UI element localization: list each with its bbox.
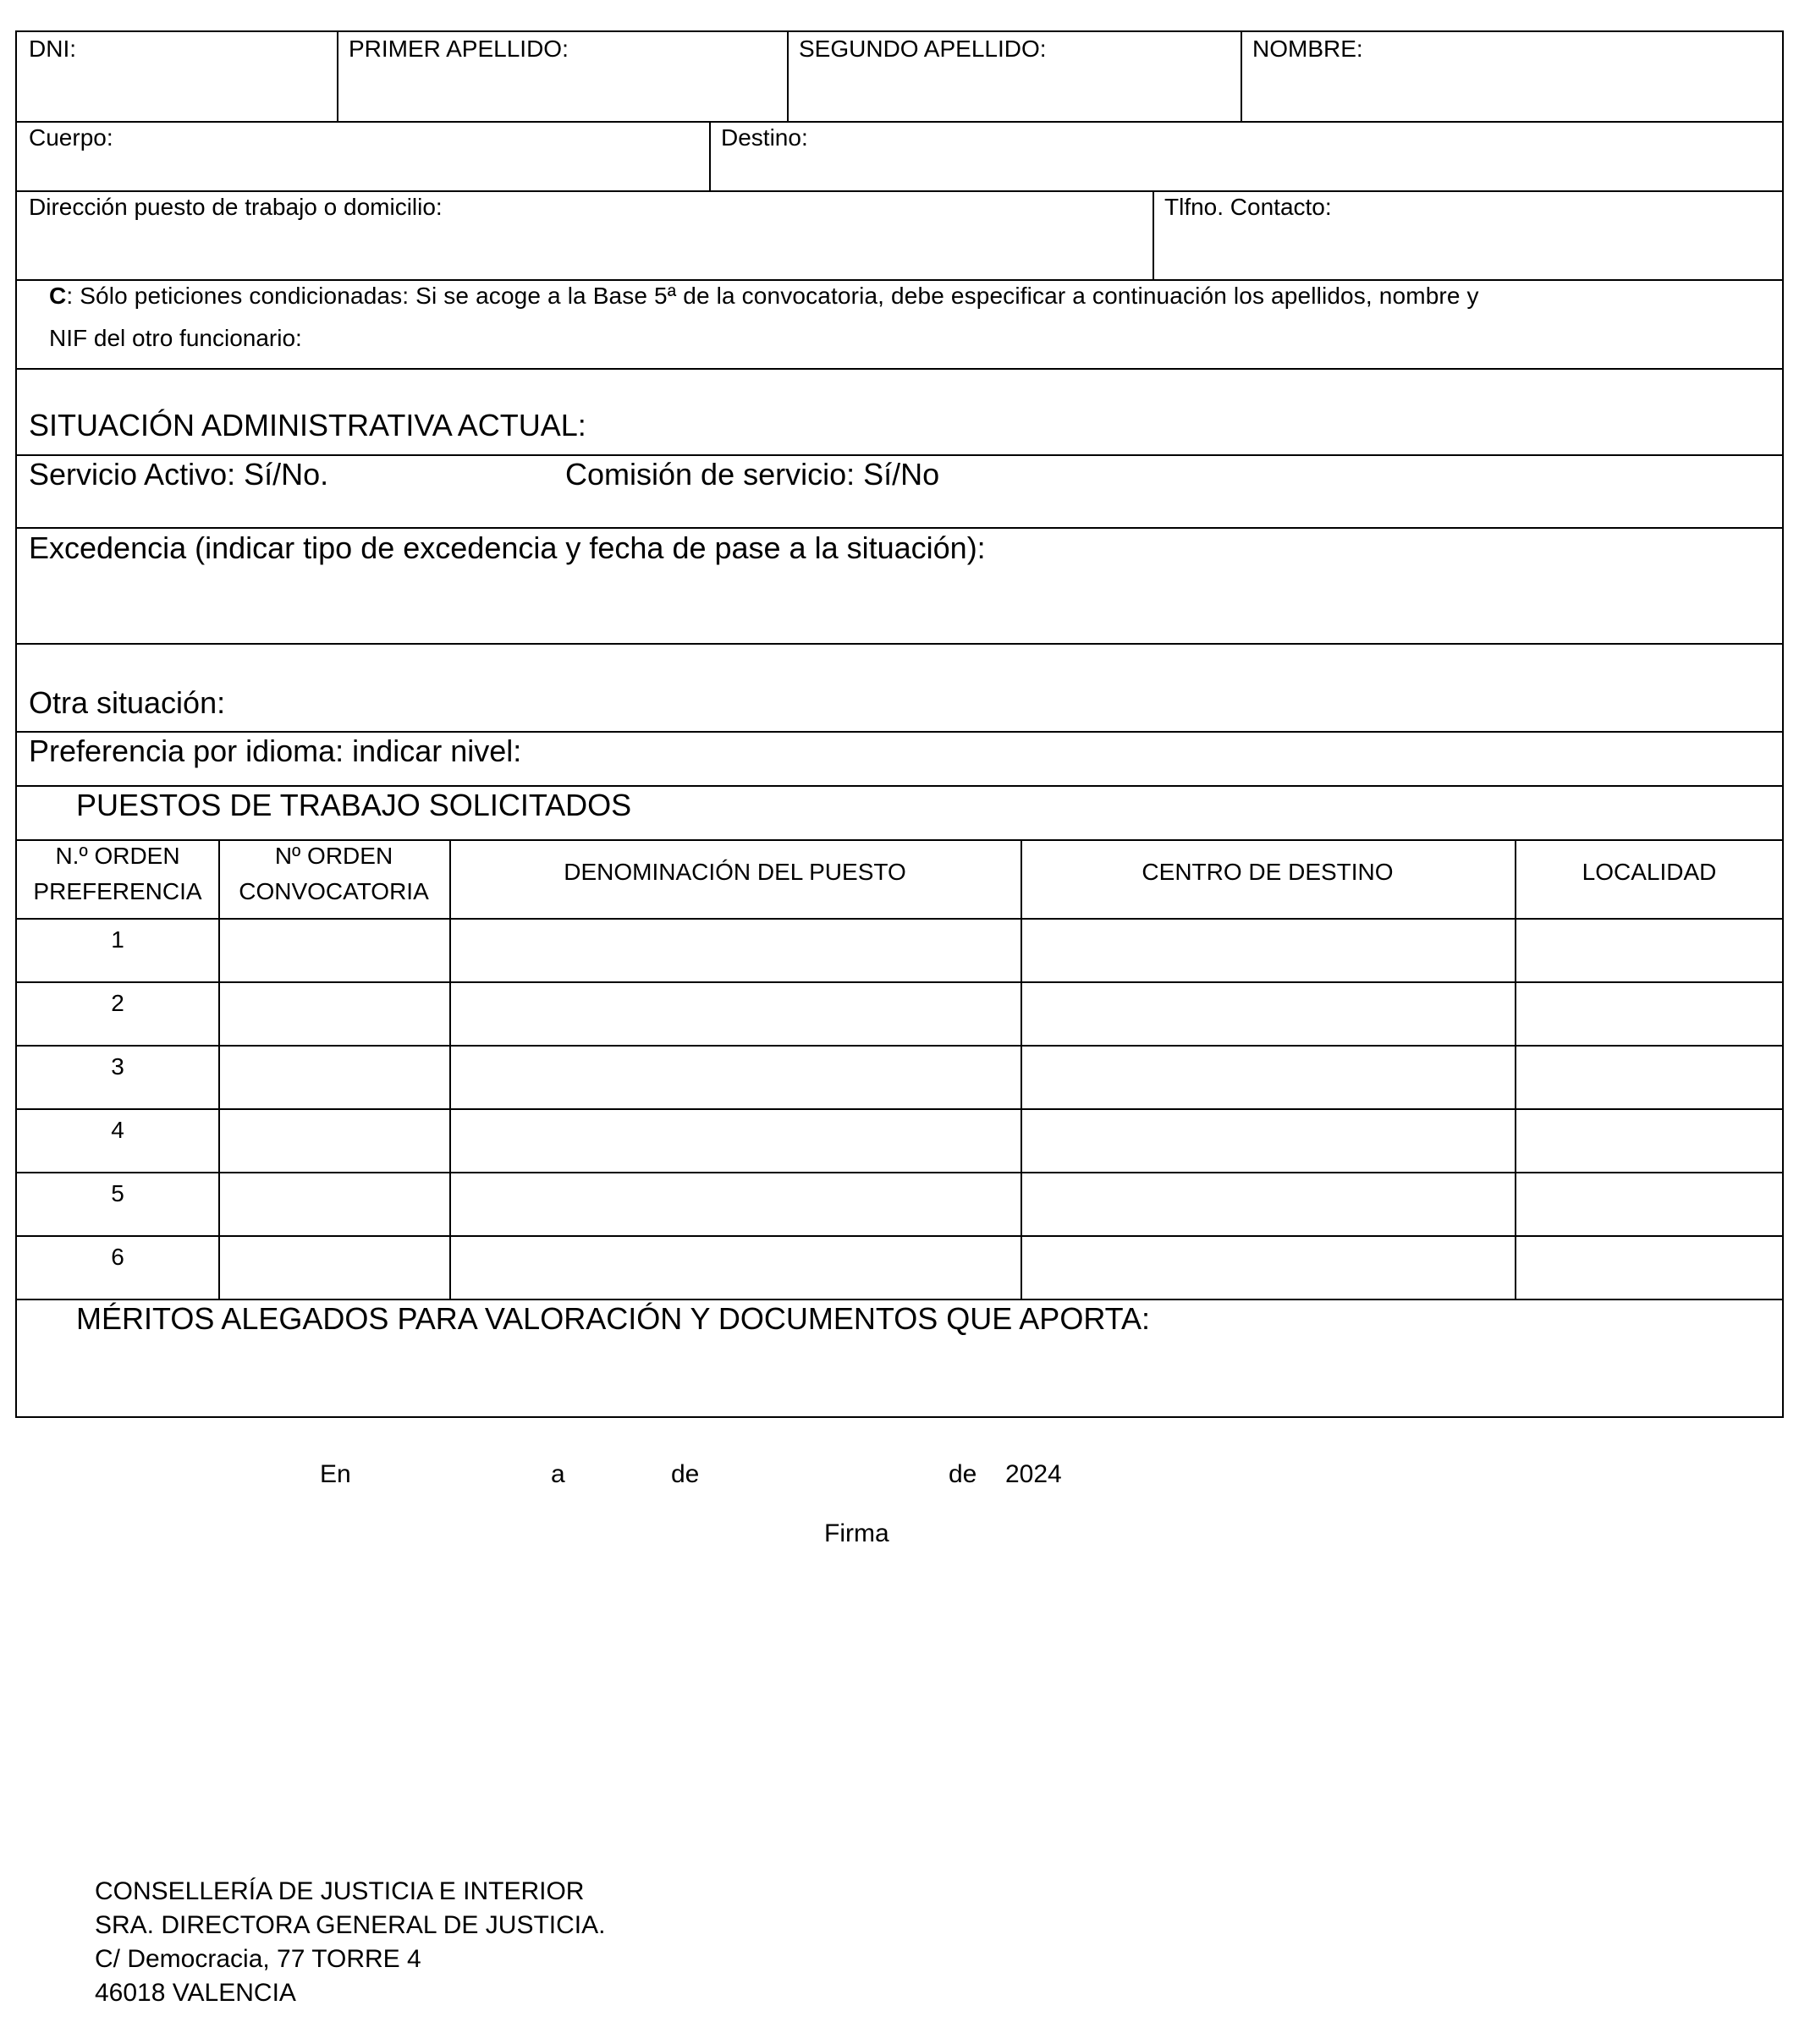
segundo-apellido-label: SEGUNDO APELLIDO:	[799, 36, 1047, 62]
puestos-title: PUESTOS DE TRABAJO SOLICITADOS	[76, 788, 632, 822]
divider	[449, 839, 451, 1299]
divider	[17, 839, 1782, 841]
application-form	[15, 30, 1784, 1418]
divider	[17, 454, 1782, 456]
dni-label: DNI:	[29, 36, 76, 62]
primer-apellido-label: PRIMER APELLIDO:	[349, 36, 569, 62]
table-row-number: 5	[111, 1180, 124, 1206]
divider	[337, 32, 338, 121]
footer-a: a	[551, 1460, 565, 1488]
col-orden-preferencia-2: PREFERENCIA	[33, 878, 202, 904]
footer-de-2: de	[949, 1460, 977, 1488]
divider	[17, 1108, 1782, 1110]
excedencia-label: Excedencia (indicar tipo de excedencia y fecha de pase a la situación):	[29, 530, 986, 565]
meritos-title: MÉRITOS ALEGADOS PARA VALORACIÓN Y DOCUMENTOS QUE APORTA:	[76, 1301, 1150, 1336]
idioma-label: Preferencia por idioma: indicar nivel:	[29, 734, 522, 768]
footer-year: 2024	[1005, 1460, 1062, 1488]
nombre-label: NOMBRE:	[1252, 36, 1363, 62]
table-row-number: 2	[111, 990, 124, 1016]
divider	[17, 1172, 1782, 1173]
divider	[17, 643, 1782, 645]
col-denominacion: DENOMINACIÓN DEL PUESTO	[564, 859, 906, 885]
otra-situacion-label: Otra situación:	[29, 685, 226, 720]
condicionadas-line1: : Sólo peticiones condicionadas: Si se acoge a la Base 5ª de la convocatoria, debe especificar a continuación los apellidos, nombre y	[66, 283, 1479, 309]
divider	[17, 121, 1782, 123]
condicionadas-letter: C	[49, 283, 67, 309]
divider	[709, 121, 711, 190]
divider	[17, 785, 1782, 787]
col-orden-convocatoria-1: Nº ORDEN	[274, 843, 393, 869]
recipient-address	[95, 1875, 605, 2010]
divider	[218, 839, 220, 1299]
divider	[17, 1235, 1782, 1237]
col-centro-destino: CENTRO DE DESTINO	[1142, 859, 1394, 885]
table-row-number: 1	[111, 926, 124, 953]
footer-en: En	[320, 1460, 351, 1488]
comision-servicio: Comisión de servicio: Sí/No	[565, 457, 940, 492]
telefono-label: Tlfno. Contacto:	[1164, 194, 1332, 220]
col-orden-preferencia-1: N.º ORDEN	[55, 843, 180, 869]
divider	[1021, 839, 1022, 1299]
col-orden-convocatoria-2: CONVOCATORIA	[239, 878, 429, 904]
address-line: 46018 VALENCIA	[95, 1979, 296, 2007]
divider	[17, 1299, 1782, 1300]
divider	[17, 981, 1782, 983]
address-line: C/ Democracia, 77 TORRE 4	[95, 1945, 421, 1973]
situacion-title: SITUACIÓN ADMINISTRATIVA ACTUAL:	[29, 408, 586, 442]
divider	[17, 368, 1782, 370]
condicionadas-line2: NIF del otro funcionario:	[49, 325, 302, 351]
divider	[17, 918, 1782, 920]
table-row-number: 6	[111, 1244, 124, 1270]
footer-firma: Firma	[824, 1519, 889, 1547]
footer-de-1: de	[671, 1460, 700, 1488]
cuerpo-label: Cuerpo:	[29, 124, 113, 151]
servicio-activo: Servicio Activo: Sí/No.	[29, 457, 329, 492]
direccion-label: Dirección puesto de trabajo o domicilio:	[29, 194, 443, 220]
address-line: CONSELLERÍA DE JUSTICIA E INTERIOR	[95, 1877, 585, 1905]
condicionadas-text	[49, 283, 1479, 310]
address-line: SRA. DIRECTORA GENERAL DE JUSTICIA.	[95, 1911, 606, 1939]
divider	[17, 190, 1782, 192]
divider	[787, 32, 789, 121]
divider	[17, 731, 1782, 733]
divider	[17, 279, 1782, 281]
table-row-number: 4	[111, 1117, 124, 1143]
col-localidad: LOCALIDAD	[1582, 859, 1717, 885]
divider	[17, 1045, 1782, 1047]
divider	[1153, 190, 1154, 279]
destino-label: Destino:	[721, 124, 808, 151]
divider	[17, 527, 1782, 529]
divider	[1515, 839, 1516, 1299]
divider	[1241, 32, 1242, 121]
table-row-number: 3	[111, 1053, 124, 1080]
